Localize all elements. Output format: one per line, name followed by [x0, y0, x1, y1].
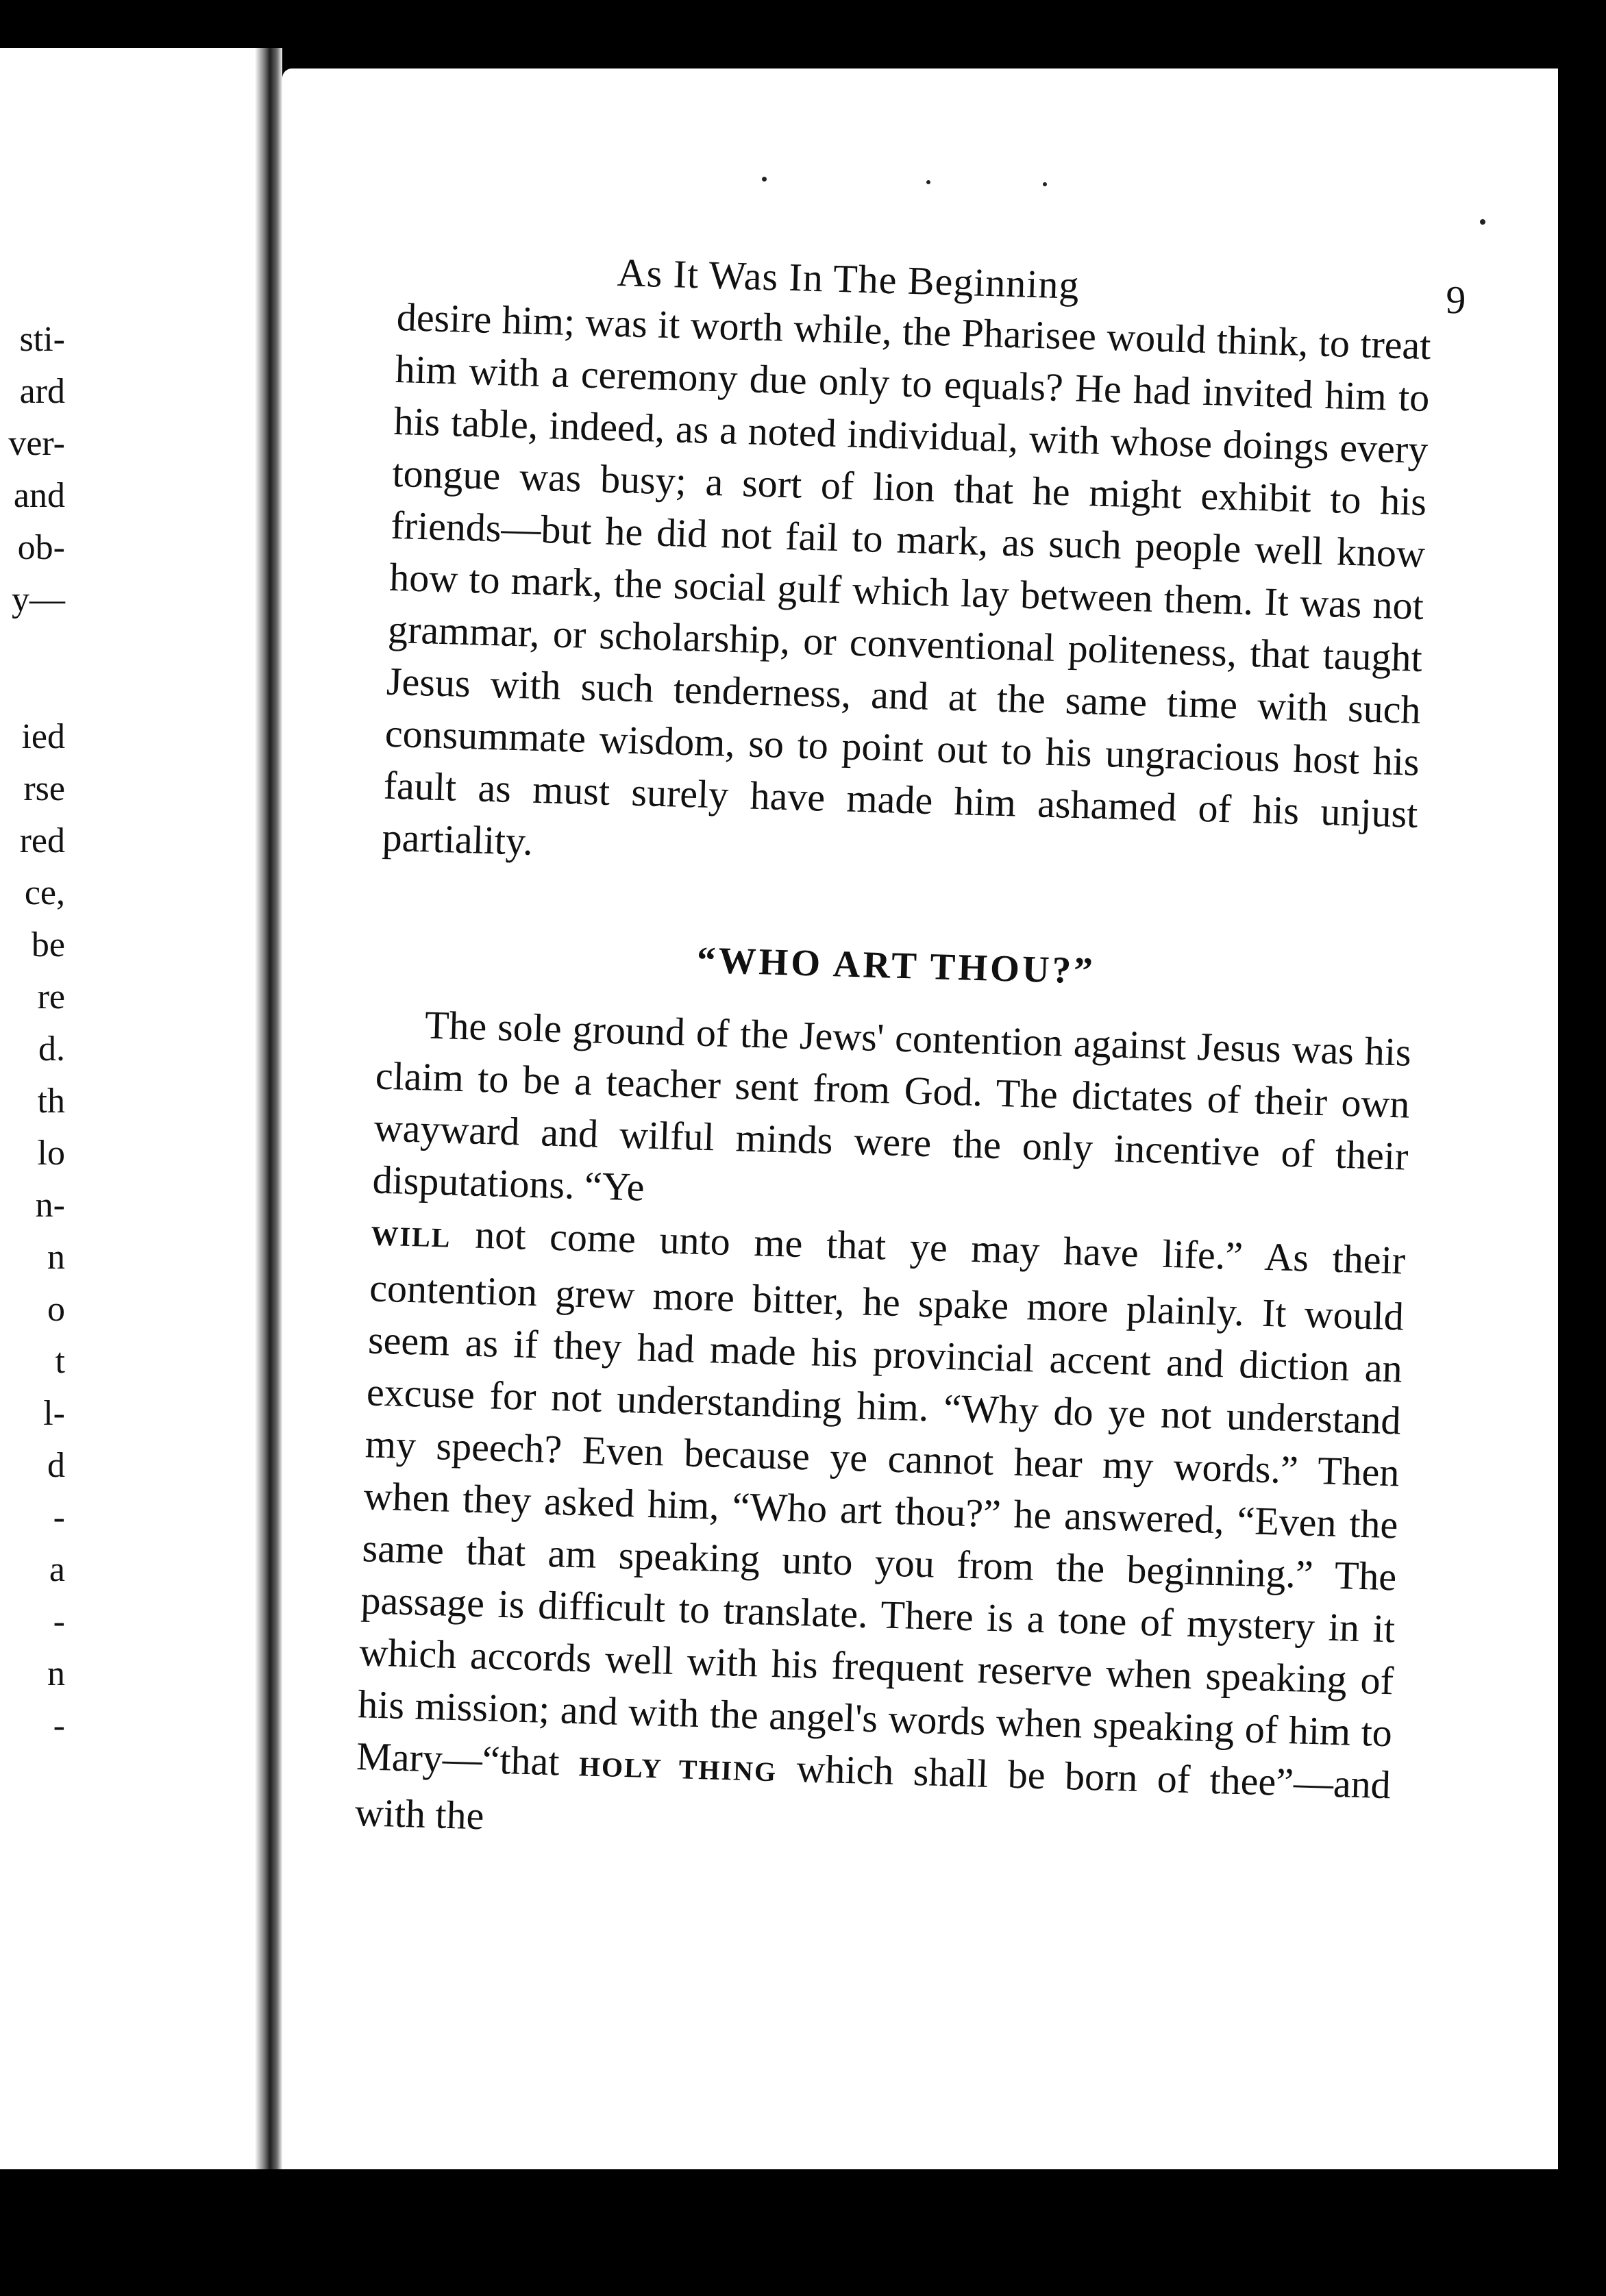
scan-border-bottom — [0, 2169, 1606, 2296]
facing-line: th — [37, 1082, 65, 1121]
facing-line: n — [47, 1238, 65, 1277]
facing-line: d. — [38, 1030, 65, 1069]
facing-line: t — [55, 1342, 65, 1381]
small-caps-holy-thing: HOLY THING — [578, 1751, 778, 1788]
continuation-paragraph: desire him; was it worth while, the Pharisee would think, to treat him with a ceremony due only to equals? He had invited him to his table, indeed, as a noted individual, with whose doings every tongue was busy; a sort of lion that he might exhibit to his friends—but he did not fail to mark, as such people well know how to mark, the social gulf which lay between them. It was not grammar, or scholarship, or conventional politeness, that taught Jesus with such tenderness, and at the same time with such consummate wisdom, so to point out to his ungracious host his fault as must surely have made him ashamed of his unjust partiality. — [381, 294, 1432, 864]
print-speck — [1043, 182, 1047, 186]
facing-line: sti- — [19, 320, 65, 359]
section-paragraph — [354, 998, 1412, 1868]
facing-line: d — [47, 1446, 65, 1485]
section-heading: “WHO ART THOU?” — [696, 938, 1096, 992]
facing-line: ied — [21, 717, 65, 756]
paragraph-indent — [377, 1037, 425, 1038]
facing-line: - — [53, 1498, 65, 1537]
page-number: 9 — [1445, 277, 1468, 323]
book-gutter — [255, 48, 282, 2171]
small-caps-will: WILL — [370, 1220, 452, 1253]
facing-page — [0, 48, 255, 2171]
scan-border-right — [1558, 0, 1606, 2296]
facing-line: be — [31, 925, 65, 964]
facing-line: ce, — [24, 873, 65, 912]
facing-line: a — [49, 1550, 65, 1589]
running-title: As It Was In The Beginning — [617, 249, 1080, 308]
scan-border-top — [0, 0, 1606, 55]
paragraph-text-part-3: which shall be born of thee”—and with the — [354, 1745, 1392, 1838]
book-page — [282, 68, 1558, 2171]
facing-line: y— — [12, 580, 65, 619]
page-content — [354, 243, 1468, 1867]
facing-line: re — [37, 977, 65, 1016]
facing-line: n — [47, 1654, 65, 1693]
paragraph-text-part-1: The sole ground of the Jews' contention against Jesus was his claim to be a teacher sent from God. The dictates of their own wayward and wilful minds were the only incentive of their disputations. “Ye — [371, 1002, 1412, 1210]
facing-line: and — [13, 476, 65, 515]
paragraph-text-part-2: not come unto me that ye may have life.” As their contention grew more bitter, he spake more plainly. It would seem as if they had made his provincial accent and diction an excuse for not understanding him. “Why do ye not understand my speech? Even because ye cannot hear my words.” Then when they asked him, “Who art thou?” he answered, “Even the same that am speaking unto you from the beginning.” The passage is difficult to translate. There is a tone of mystery in it which accords well with his frequent reserve when speaking of his mission; and with the angel's words when speaking of him to Mary—“that — [356, 1211, 1407, 1784]
facing-line: red — [19, 821, 65, 860]
facing-line: ob- — [17, 528, 65, 567]
print-speck — [926, 180, 930, 184]
facing-line: n- — [35, 1186, 65, 1225]
facing-line: ard — [19, 372, 65, 411]
print-speck — [762, 177, 767, 182]
facing-line: l- — [43, 1394, 65, 1433]
facing-line: rse — [23, 769, 65, 808]
facing-line: - — [53, 1706, 65, 1745]
facing-line: - — [53, 1602, 65, 1641]
facing-line: lo — [37, 1134, 65, 1173]
print-speck — [1480, 219, 1485, 225]
facing-line: o — [47, 1290, 65, 1329]
facing-line: ver- — [8, 424, 65, 463]
